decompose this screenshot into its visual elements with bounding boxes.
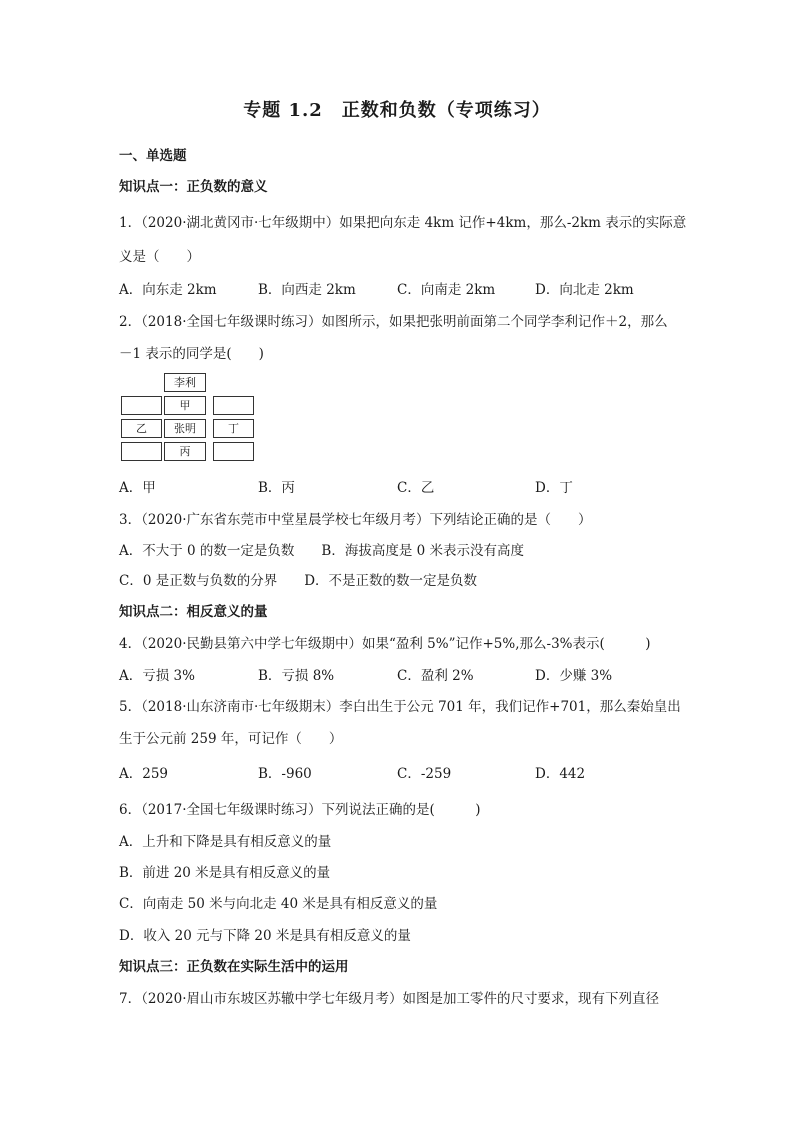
question-2-line-2: －1 表示的同学是( ) (119, 346, 264, 362)
option-c: C．-259 (397, 766, 452, 782)
question-5-line-1: 5．（2018·山东济南市·七年级期末）李白出生于公元 701 年，我们记作+701，那么秦始皇出 (119, 699, 681, 715)
seat-ding: 丁 (213, 419, 254, 438)
seat-li-li: 李利 (164, 373, 206, 392)
seat-empty-left-1 (121, 396, 162, 415)
option-a: A．259 (119, 766, 169, 782)
question-2-line-1: 2．（2018·全国七年级课时练习）如图所示，如果把张明前面第二个同学李利记作＋2，那么 (119, 314, 668, 330)
question-6-option-c: C．向南走 50 米与向北走 40 米是具有相反意义的量 (119, 896, 438, 912)
seat-empty-right-2 (213, 442, 254, 461)
question-6-option-d: D．收入 20 元与下降 20 米是具有相反意义的量 (119, 928, 411, 944)
knowledge-point-2: 知识点二：相反意义的量 (119, 604, 268, 620)
question-6-option-a: A．上升和下降是具有相反意义的量 (119, 834, 332, 850)
question-1-line-2: 义是（ ） (119, 249, 200, 265)
option-a: A．向东走 2km (119, 282, 217, 298)
question-7-line-1: 7．（2020·眉山市东坡区苏辙中学七年级月考）如图是加工零件的尺寸要求，现有下列直径 (119, 991, 659, 1007)
option-c: C．向南走 2km (397, 282, 496, 298)
option-d: D．442 (535, 766, 586, 782)
question-5-line-2: 生于公元前 259 年，可记作（ ） (119, 731, 343, 747)
seat-zhang-ming: 张明 (164, 419, 206, 438)
question-4-line-1: 4．（2020·民勤县第六中学七年级期中）如果“盈利 5%”记作+5%,那么-3%表示( ) (119, 636, 651, 652)
option-c: C．盈利 2% (397, 668, 474, 684)
option-b: B．向西走 2km (258, 282, 356, 298)
knowledge-point-3: 知识点三：正负数在实际生活中的运用 (119, 959, 349, 975)
section-heading: 一、单选题 (119, 148, 187, 164)
option-d: D．丁 (535, 480, 573, 496)
option-d: D．向北走 2km (535, 282, 634, 298)
option-d: D．少赚 3% (535, 668, 613, 684)
option-b: B．亏损 8% (258, 668, 335, 684)
option-a: A．甲 (119, 480, 156, 496)
question-6-option-b: B．前进 20 米是具有相反意义的量 (119, 865, 331, 881)
knowledge-point-1: 知识点一：正负数的意义 (119, 179, 268, 195)
page-title: 专题 1.2 正数和负数（专项练习） (243, 100, 551, 121)
question-6-line-1: 6．（2017·全国七年级课时练习）下列说法正确的是( ) (119, 802, 481, 818)
question-3-line-3: C．0 是正数与负数的分界 D．不是正数的数一定是负数 (119, 573, 478, 589)
seat-empty-right-1 (213, 396, 254, 415)
question-1-line-1: 1．（2020·湖北黄冈市·七年级期中）如果把向东走 4km 记作+4km，那么-2km 表示的实际意 (119, 215, 687, 231)
option-a: A．亏损 3% (119, 668, 195, 684)
seat-bing: 丙 (164, 442, 206, 461)
question-3-line-2: A．不大于 0 的数一定是负数 B．海拔高度是 0 米表示没有高度 (119, 543, 525, 559)
seat-yi: 乙 (121, 419, 162, 438)
seat-empty-left-2 (121, 442, 162, 461)
question-3-line-1: 3．（2020·广东省东莞市中堂星晨学校七年级月考）下列结论正确的是（ ） (119, 512, 592, 528)
option-c: C．乙 (397, 480, 435, 496)
option-b: B．-960 (258, 766, 312, 782)
option-b: B．丙 (258, 480, 295, 496)
seat-jia: 甲 (164, 396, 206, 415)
